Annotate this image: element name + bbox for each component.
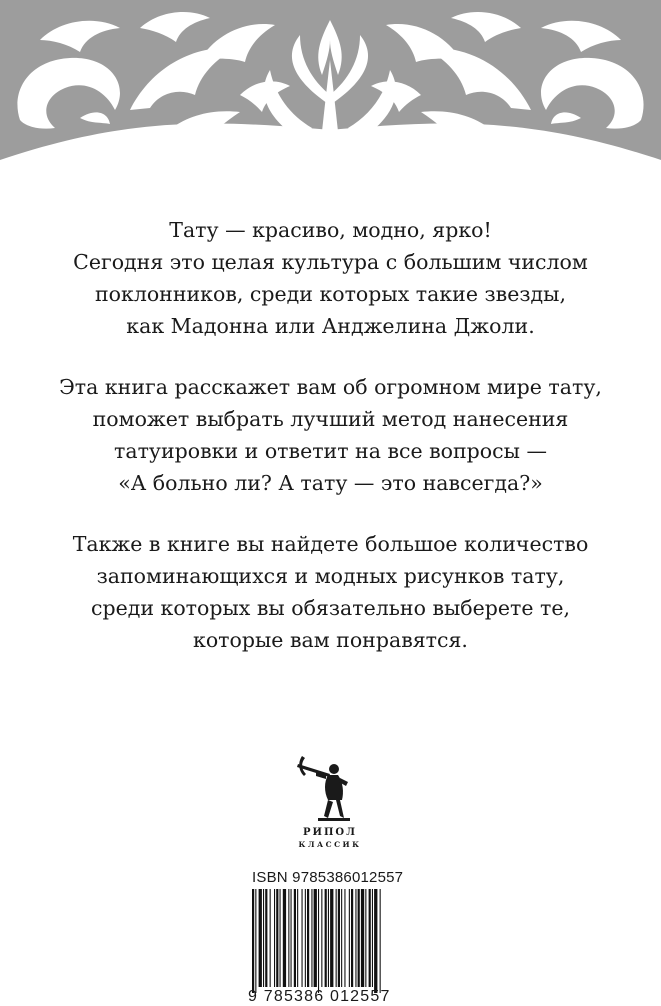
barcode-bar [321, 889, 322, 987]
barcode-bar [311, 889, 312, 987]
barcode-bar [255, 889, 256, 993]
blurb-line: среди которых вы обязательно выберете те, [90, 596, 571, 620]
isbn-label: ISBN 9785386012557 [252, 869, 404, 886]
barcode-bar [361, 889, 364, 987]
barcode-bar [276, 889, 278, 987]
barcode-bar [365, 889, 366, 987]
barcode-bar [355, 889, 356, 987]
baroque-damask-ornament-icon [0, 0, 661, 180]
barcode-bar [380, 889, 381, 993]
barcode-bar [349, 889, 350, 987]
publisher-name: РИПОЛ [303, 827, 357, 838]
barcode-bar [302, 889, 303, 987]
barcode-bar [325, 889, 327, 987]
barcode-bar [274, 889, 275, 987]
barcode-bar [305, 889, 306, 987]
barcode-bar [341, 889, 342, 987]
publisher-subtitle: КЛАССИК [298, 840, 362, 849]
blurb-line: Сегодня это целая культура с большим числом [73, 250, 588, 274]
barcode-bar [280, 889, 281, 987]
blurb-paragraph-3 [20, 528, 641, 656]
barcode-bar [330, 889, 333, 987]
barcode-bar [252, 889, 254, 993]
blurb-line: Также в книге вы найдете большое количество [72, 532, 589, 556]
barcode-bar [351, 889, 353, 987]
blurb-line: как Мадонна или Анджелина Джоли. [126, 314, 535, 338]
barcode-bar [265, 889, 267, 987]
blurb-line: которые вам понравятся. [193, 628, 468, 652]
barcode-bar [294, 889, 296, 987]
barcode-bar [283, 889, 286, 987]
barcode-bar [336, 889, 337, 987]
barcode-bar [288, 889, 289, 987]
barcode-icon [250, 889, 426, 993]
barcode-bar [374, 889, 377, 993]
barcode-bar [318, 889, 319, 993]
barcode-bar [344, 889, 345, 987]
blurb-line: поклонников, среди которых такие звезды, [95, 282, 566, 306]
damask-ornament-header [0, 0, 661, 180]
barcode-bar [369, 889, 371, 987]
barcode-bar [328, 889, 329, 987]
blurb-line: запоминающихся и модных рисунков тату, [96, 564, 565, 588]
barcode-bar [338, 889, 340, 987]
blurb-line: Эта книга расскажет вам об огромном мире тату, [59, 375, 602, 399]
blurb-paragraph-1 [20, 214, 641, 342]
barcode-bar [270, 889, 271, 987]
blurb-line: Тату — красиво, модно, ярко! [169, 218, 492, 242]
barcode-bar [259, 889, 262, 987]
back-cover-blurb [20, 214, 641, 685]
barcode-bar [314, 889, 317, 987]
blurb-line: «А больно ли? А тату — это навсегда?» [118, 471, 543, 495]
barcode-bar [307, 889, 309, 987]
barcode-bar [291, 889, 292, 987]
blurb-line: поможет выбрать лучший метод нанесения [92, 407, 569, 431]
crossbowman-logo-icon [270, 752, 390, 824]
barcode-digits: 9 785386 012557 [248, 988, 391, 1005]
barcode-bar [372, 889, 373, 987]
blurb-paragraph-2 [20, 371, 641, 499]
barcode-bar [358, 889, 360, 987]
barcode-bar [297, 889, 298, 987]
blurb-line: татуировки и ответит на все вопросы — [114, 439, 547, 463]
barcode-bar [263, 889, 264, 987]
